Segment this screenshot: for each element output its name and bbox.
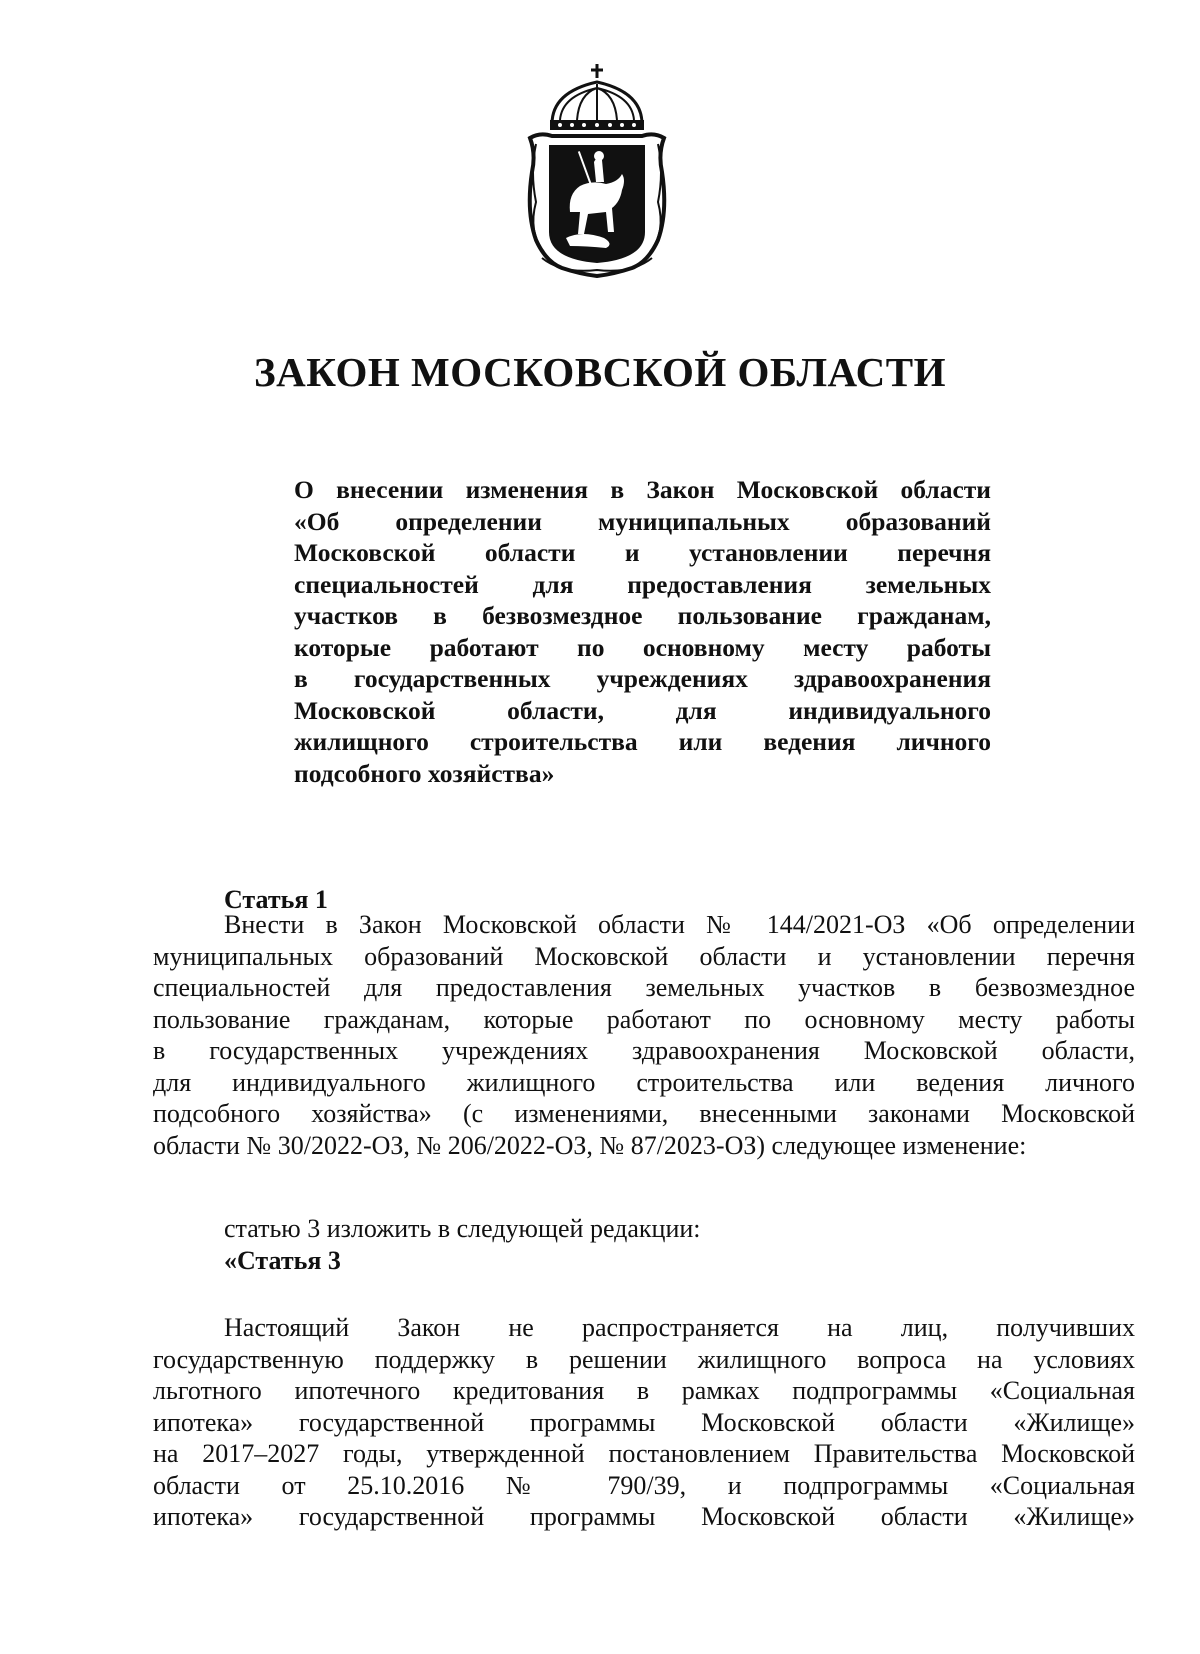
coat-of-arms-icon [522,62,672,278]
article-1-body [153,909,1135,1161]
article-1-line: пользование гражданам, которые работают по основному месту работы [153,1004,1135,1034]
article-3-line: ипотека» государственной программы Московской области «Жилище» [153,1407,1135,1437]
subject-line: Московской области, для индивидуального [294,695,991,725]
article-1-line: для индивидуального жилищного строительства или ведения личного [153,1067,1135,1097]
subject-line: жилищного строительства или ведения личного [294,727,991,756]
subject-line: участков в безвозмездное пользование гражданам, [294,601,991,630]
subject-line: подсобного хозяйства» [294,758,555,788]
article-1-line: подсобного хозяйства» (с изменениями, внесенными законами Московской [153,1099,1135,1128]
article-1-line: области № 30/2022-ОЗ, № 206/2022-ОЗ, № 87/2023-ОЗ) следующее изменение: [153,1130,1027,1160]
article-1-line: специальностей для предоставления земельных участков в безвозмездное [153,973,1135,1002]
subject-line: О внесении изменения в Закон Московской области [294,475,991,504]
article-3-line: государственную поддержку в решении жилищного вопроса на условиях [153,1344,1135,1374]
subject-line: «Об определении муниципальных образований [294,506,991,536]
article-1-line: муниципальных образований Московской области и установлении перечня [153,941,1135,971]
document-title: ЗАКОН МОСКОВСКОЙ ОБЛАСТИ [254,349,946,395]
subject-line: которые работают по основному месту работы [294,632,991,662]
amended-article-heading: «Статья 3 [224,1246,341,1275]
article-1-line: в государственных учреждениях здравоохранения Московской области, [153,1036,1135,1065]
article-1-line: Внести в Закон Московской области № 144/2021-ОЗ «Об определении [224,910,1135,939]
amendment-intro: статью 3 изложить в следующей редакции: [224,1214,701,1243]
article-3-line: области от 25.10.2016 № 790/39, и подпрограммы «Социальная [153,1470,1135,1500]
article-3-line: на 2017–2027 годы, утвержденной постановлением Правительства Московской [153,1439,1135,1468]
subject-line: специальностей для предоставления земельных [294,569,991,599]
law-subject [294,474,991,789]
article-3-line: ипотека» государственной программы Московской области «Жилище» [153,1502,1135,1531]
article-3-line: Настоящий Закон не распространяется на лиц, получивших [224,1313,1135,1342]
subject-line: Московской области и установлении перечня [294,538,991,567]
article-3-line: льготного ипотечного кредитования в рамках подпрограммы «Социальная [153,1376,1135,1405]
article-3-body [153,1312,1135,1533]
subject-line: в государственных учреждениях здравоохранения [294,664,991,693]
article-1-heading: Статья 1 [224,885,328,914]
